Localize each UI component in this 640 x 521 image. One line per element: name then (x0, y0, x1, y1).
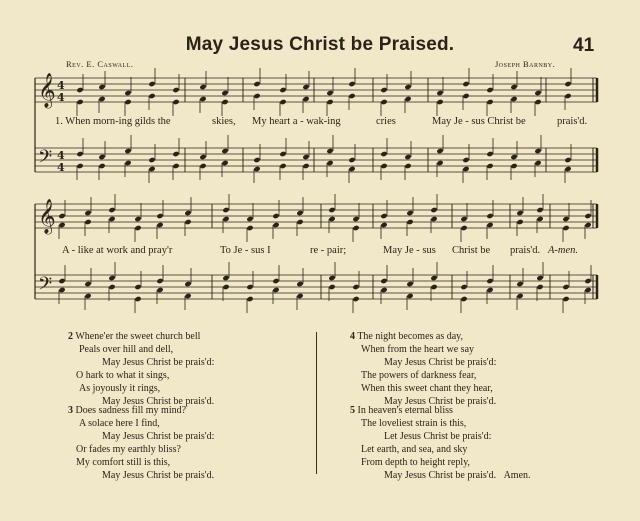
note-head (253, 166, 260, 172)
note-head (564, 157, 571, 163)
verse-line: The night becomes as day, (357, 331, 464, 342)
lyric-line-2-part-3: re - pair; (310, 245, 347, 256)
note-head (221, 90, 228, 96)
note-head (536, 275, 543, 281)
note-head (352, 216, 359, 222)
note-head (436, 99, 443, 105)
note-head (296, 281, 303, 287)
composer-credit: Joseph Barnby. (495, 59, 556, 69)
note-head (76, 99, 83, 105)
lyric-line-2-part-4: May Je - sus (383, 245, 436, 256)
verse-3 (68, 405, 214, 482)
note-head (516, 293, 523, 299)
note-head (156, 287, 163, 293)
note-head (134, 216, 141, 222)
verse-line: May Jesus Christ be prais'd. (384, 469, 497, 481)
note-head (172, 151, 179, 157)
note-head (486, 213, 493, 219)
lyric-line-1-part-2: skies, (212, 116, 236, 127)
time-signature-top: 4 (57, 149, 65, 162)
note-head (462, 93, 469, 99)
note-head (134, 296, 141, 302)
note-head (516, 210, 523, 216)
note-head (148, 81, 155, 87)
verse-line: The loveliest strain is this, (361, 417, 467, 429)
note-head (108, 284, 115, 290)
note-head (534, 99, 541, 105)
note-head (486, 163, 493, 169)
lyric-line-1-part-1: 1. When morn-ing gilds the (55, 116, 171, 127)
note-head (430, 207, 437, 213)
note-head (124, 148, 131, 154)
note-head (84, 210, 91, 216)
note-head (406, 210, 413, 216)
note-head (564, 93, 571, 99)
lyric-line-2-part-1: A - like at work and pray'r (62, 245, 173, 256)
lyric-line-1-part-4: cries (376, 116, 396, 127)
verse-line: In heaven's eternal bliss (357, 405, 453, 416)
note-head (222, 207, 229, 213)
note-head (172, 163, 179, 169)
verse-line: May Jesus Christ be prais'd. (102, 469, 215, 481)
verse-line: Let earth, and sea, and sky (361, 443, 468, 455)
note-head (534, 148, 541, 154)
note-head (328, 207, 335, 213)
note-head (380, 87, 387, 93)
note-head (430, 216, 437, 222)
note-head (222, 284, 229, 290)
note-head (380, 99, 387, 105)
note-head (348, 166, 355, 172)
note-head (98, 84, 105, 90)
verse-line: Or fades my earthly bliss? (76, 443, 181, 455)
note-head (58, 222, 65, 228)
note-head (562, 296, 569, 302)
note-head (516, 281, 523, 287)
verse-line: O hark to what it sings, (76, 369, 170, 381)
verse-5 (350, 405, 531, 482)
time-signature-bottom: 4 (57, 161, 65, 174)
note-head (253, 157, 260, 163)
note-head (536, 284, 543, 290)
bass-clef-icon: 𝄢 (38, 147, 53, 172)
note-head (279, 151, 286, 157)
note-head (534, 90, 541, 96)
note-head (172, 87, 179, 93)
note-head (380, 163, 387, 169)
lyric-line-2-part-2: To Je - sus I (220, 245, 271, 256)
note-head (108, 216, 115, 222)
note-head (296, 293, 303, 299)
lyric-line-1-part-6: prais'd. (557, 116, 588, 127)
note-head (302, 84, 309, 90)
note-head (272, 287, 279, 293)
treble-clef-icon: 𝄞 (38, 73, 56, 108)
verse-line: A solace here I find, (79, 417, 160, 429)
note-head (510, 163, 517, 169)
verse-line: May Jesus Christ be prais'd: (102, 430, 215, 442)
verse-line: From depth to height reply, (361, 456, 471, 468)
note-head (562, 216, 569, 222)
note-head (352, 225, 359, 231)
note-head (326, 160, 333, 166)
note-head (348, 81, 355, 87)
verse-line: Does sadness fill my mind? (75, 405, 187, 416)
verse-line: As joyously it rings, (79, 382, 161, 394)
note-head (564, 166, 571, 172)
note-head (199, 163, 206, 169)
verse-line: May Jesus Christ be prais'd. (102, 395, 215, 407)
note-head (380, 151, 387, 157)
note-head (328, 275, 335, 281)
lyric-line-2-part-6: prais'd. (510, 245, 541, 256)
treble-clef-icon: 𝄞 (38, 199, 56, 234)
note-head (246, 225, 253, 231)
note-head (296, 210, 303, 216)
note-head (462, 166, 469, 172)
note-head (76, 163, 83, 169)
note-head (564, 81, 571, 87)
note-head (156, 278, 163, 284)
note-head (222, 275, 229, 281)
note-head (510, 154, 517, 160)
verse-2 (68, 331, 214, 408)
note-head (98, 163, 105, 169)
note-head (184, 219, 191, 225)
note-head (172, 99, 179, 105)
verse-line: My comfort still is this, (76, 456, 171, 468)
note-head (460, 216, 467, 222)
note-head (486, 222, 493, 228)
note-head (108, 275, 115, 281)
note-head (84, 293, 91, 299)
note-head (326, 90, 333, 96)
note-head (272, 222, 279, 228)
note-head (184, 210, 191, 216)
lyric-line-1-part-5: May Je - sus Christ be (432, 116, 526, 127)
note-head (352, 296, 359, 302)
bass-clef-icon: 𝄢 (38, 274, 53, 299)
note-head (58, 278, 65, 284)
note-head (328, 216, 335, 222)
note-head (348, 157, 355, 163)
note-head (486, 287, 493, 293)
note-head (84, 219, 91, 225)
note-head (199, 84, 206, 90)
note-head (156, 222, 163, 228)
hymn-title: May Jesus Christ be Praised. (185, 34, 455, 55)
note-head (436, 90, 443, 96)
note-head (510, 84, 517, 90)
note-head (404, 163, 411, 169)
note-head (404, 84, 411, 90)
lyric-line-2-part-5: Christ be (452, 245, 491, 256)
note-head (246, 284, 253, 290)
note-head (486, 151, 493, 157)
note-head (222, 216, 229, 222)
verse-number: 3 (68, 405, 73, 416)
note-head (253, 81, 260, 87)
note-head (380, 287, 387, 293)
note-head (58, 287, 65, 293)
note-head (148, 157, 155, 163)
note-head (296, 219, 303, 225)
note-head (486, 278, 493, 284)
note-head (326, 99, 333, 105)
note-head (536, 207, 543, 213)
note-head (199, 154, 206, 160)
note-head (534, 160, 541, 166)
note-head (406, 219, 413, 225)
note-head (246, 216, 253, 222)
note-head (272, 278, 279, 284)
note-head (486, 87, 493, 93)
note-head (124, 99, 131, 105)
time-signature-bottom: 4 (57, 91, 65, 104)
note-head (436, 160, 443, 166)
note-head (221, 160, 228, 166)
verse-line: The powers of darkness fear, (361, 369, 477, 381)
note-head (584, 287, 591, 293)
lyricist-credit: Rev. E. Caswall. (66, 59, 134, 69)
verse-line: When from the heart we say (361, 343, 475, 355)
note-head (348, 93, 355, 99)
lyric-amen: A-men. (548, 245, 579, 256)
verse-4 (350, 331, 496, 408)
note-head (148, 166, 155, 172)
note-head (436, 148, 443, 154)
note-head (460, 284, 467, 290)
note-head (134, 225, 141, 231)
verse-line: May Jesus Christ be prais'd: (102, 356, 215, 368)
verse-line: When this sweet chant they hear, (361, 382, 493, 394)
note-head (124, 160, 131, 166)
note-head (406, 293, 413, 299)
note-head (326, 148, 333, 154)
verse-number: 5 (350, 405, 355, 416)
note-head (562, 284, 569, 290)
note-head (246, 296, 253, 302)
verse-line: Let Jesus Christ be prais'd: (384, 430, 492, 442)
note-head (584, 222, 591, 228)
note-head (404, 96, 411, 102)
verse-ending: Amen. (503, 469, 531, 481)
note-head (221, 148, 228, 154)
note-head (184, 293, 191, 299)
note-head (76, 87, 83, 93)
note-head (279, 163, 286, 169)
note-head (124, 90, 131, 96)
note-head (430, 275, 437, 281)
note-head (352, 284, 359, 290)
note-head (76, 151, 83, 157)
note-head (516, 219, 523, 225)
note-head (460, 225, 467, 231)
note-head (279, 87, 286, 93)
note-head (184, 281, 191, 287)
note-head (302, 163, 309, 169)
note-head (462, 157, 469, 163)
note-head (406, 281, 413, 287)
note-head (108, 207, 115, 213)
note-head (460, 296, 467, 302)
note-head (279, 99, 286, 105)
note-head (58, 213, 65, 219)
verse-line: May Jesus Christ be prais'd. (384, 395, 497, 407)
note-head (328, 284, 335, 290)
note-head (84, 281, 91, 287)
note-head (584, 278, 591, 284)
note-head (380, 278, 387, 284)
note-head (536, 216, 543, 222)
note-head (199, 96, 206, 102)
note-head (462, 81, 469, 87)
lyric-line-1-part-3: My heart a - wak-ing (252, 116, 341, 127)
note-head (584, 213, 591, 219)
note-head (156, 213, 163, 219)
note-head (510, 96, 517, 102)
note-head (380, 222, 387, 228)
note-head (302, 96, 309, 102)
verse-line: Whene'er the sweet church bell (75, 331, 201, 342)
note-head (98, 154, 105, 160)
time-signature-top: 4 (57, 79, 65, 92)
note-head (221, 99, 228, 105)
verse-line: May Jesus Christ be prais'd: (384, 356, 497, 368)
page-number: 41 (573, 35, 595, 56)
note-head (302, 154, 309, 160)
verse-number: 2 (68, 331, 73, 342)
note-head (404, 154, 411, 160)
note-head (380, 213, 387, 219)
note-head (430, 284, 437, 290)
note-head (148, 93, 155, 99)
note-head (253, 93, 260, 99)
verse-column-divider (316, 332, 317, 474)
note-head (486, 99, 493, 105)
note-head (562, 225, 569, 231)
note-head (272, 213, 279, 219)
note-head (98, 96, 105, 102)
note-head (134, 284, 141, 290)
verse-line: Peals over hill and dell, (79, 343, 174, 355)
verse-number: 4 (350, 331, 355, 342)
